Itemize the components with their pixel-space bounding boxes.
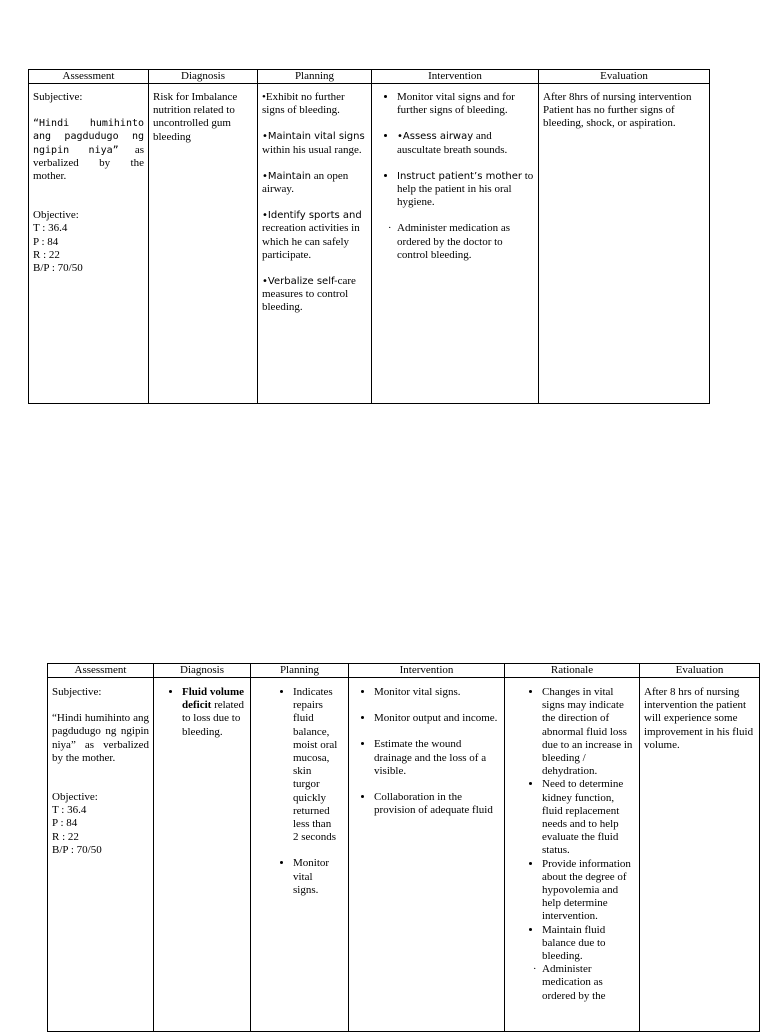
table-row xyxy=(48,678,760,1032)
list-item: • Changes in vital signs may indicate the direction of abnormal fluid loss due to an increase in bleeding / dehydration. xyxy=(542,686,635,778)
diagnosis-rest: related to loss due to bleeding. xyxy=(182,699,245,738)
list-item: • Indicates repairs fluid balance, moist oral mucosa, skin turgor quickly returned less than 2 seconds xyxy=(293,686,344,844)
care-plan-table-1 xyxy=(28,69,710,404)
list-item: • Monitor vital signs. xyxy=(293,857,344,897)
evaluation-text: After 8hrs of nursing intervention Patient has no further signs of bleeding, shock, or aspiration. xyxy=(543,91,692,130)
vital-pulse: P : 84 xyxy=(33,235,59,248)
header-intervention: Intervention xyxy=(372,70,539,84)
vital-bp: B/P : 70/50 xyxy=(52,843,102,856)
planning-cell xyxy=(258,84,372,404)
vital-resp: R : 22 xyxy=(33,248,60,261)
vital-bp: B/P : 70/50 xyxy=(33,262,83,275)
header-planning: Planning xyxy=(258,70,372,84)
planning-item: •Identify sports and recreation activities in which he can safely participate. xyxy=(262,210,362,261)
table-row xyxy=(29,84,710,404)
rationale-cell xyxy=(505,678,640,1032)
intervention-list xyxy=(376,91,534,262)
vital-resp: R : 22 xyxy=(52,830,79,843)
header-evaluation: Evaluation xyxy=(539,70,710,84)
diagnosis-text: Risk for Imbalance nutrition related to uncontrolled gum bleeding xyxy=(153,91,238,143)
subjective-label: Subjective: xyxy=(33,91,83,103)
assessment-cell xyxy=(48,678,154,1032)
diagnosis-cell xyxy=(154,678,251,1032)
planning-cell xyxy=(251,678,349,1032)
objective-label: Objective: xyxy=(52,791,98,804)
planning-item: •Exhibit no further signs of bleeding. xyxy=(262,91,345,117)
list-item xyxy=(182,686,246,739)
evaluation-cell xyxy=(640,678,760,1032)
header-row xyxy=(48,664,760,678)
planning-list xyxy=(255,686,344,897)
list-item: • Estimate the wound drainage and the loss of a visible. xyxy=(374,738,500,778)
header-planning: Planning xyxy=(251,664,349,678)
objective-label: Objective: xyxy=(33,209,79,222)
intervention-list xyxy=(353,686,500,817)
header-diagnosis: Diagnosis xyxy=(149,70,258,84)
list-item: · Administer medication as ordered by the doctor to control bleeding. xyxy=(397,222,534,262)
list-item: • Monitor vital signs and for further signs of bleeding. xyxy=(397,91,534,117)
header-intervention: Intervention xyxy=(349,664,505,678)
quote-text: “Hindi humihinto ang pagdudugo ng ngipin niya” xyxy=(33,118,144,156)
header-row xyxy=(29,70,710,84)
vital-temp: T : 36.4 xyxy=(52,804,87,817)
list-item: · Administer medication as ordered by the xyxy=(542,963,635,1003)
list-item: • Collaboration in the provision of adequate fluid xyxy=(374,791,500,817)
quote-suffix: as verbalized by the mother. xyxy=(33,143,144,183)
diagnosis-cell xyxy=(149,84,258,404)
header-assessment: Assessment xyxy=(29,70,149,84)
header-rationale: Rationale xyxy=(505,664,640,678)
intervention-cell xyxy=(349,678,505,1032)
planning-item: •Maintain an open airway. xyxy=(262,169,349,196)
header-evaluation: Evaluation xyxy=(640,664,760,678)
evaluation-cell xyxy=(539,84,710,404)
planning-item: •Verbalize self-care measures to control bleeding. xyxy=(262,275,356,314)
header-assessment: Assessment xyxy=(48,664,154,678)
care-plan-table-2 xyxy=(47,663,760,1032)
list-item: • Monitor vital signs. xyxy=(374,686,500,699)
intervention-cell xyxy=(372,84,539,404)
list-item: • Need to determine kidney function, fluid replacement needs and to help evaluate the fluid status. xyxy=(542,778,635,857)
list-item: • Provide information about the degree of hypovolemia and help determine intervention. xyxy=(542,858,635,924)
list-item: • Monitor output and income. xyxy=(374,712,500,725)
list-item: • •Assess airway and auscultate breath sounds. xyxy=(397,130,534,156)
list-item: • Instruct patient’s mother to help the patient in his oral hygiene. xyxy=(397,170,534,210)
header-diagnosis: Diagnosis xyxy=(154,664,251,678)
planning-item: •Maintain vital signs within his usual range. xyxy=(262,131,365,156)
subjective-quote: “Hindi humihinto ang pagdudugo ng ngipin niya” as verbalized by the mother. xyxy=(52,712,149,764)
assessment-cell xyxy=(29,84,149,404)
list-item: • Maintain fluid balance due to bleeding. xyxy=(542,924,635,964)
diagnosis-list xyxy=(158,686,246,739)
vital-pulse: P : 84 xyxy=(52,817,78,830)
evaluation-text: After 8 hrs of nursing intervention the patient will experience some improvement in his fluid volume. xyxy=(644,686,754,751)
vital-temp: T : 36.4 xyxy=(33,222,68,235)
subjective-quote xyxy=(33,117,144,183)
subjective-label: Subjective: xyxy=(52,686,102,698)
rationale-list xyxy=(509,686,635,1003)
diagnosis-bold: Fluid volume deficit xyxy=(182,686,245,712)
